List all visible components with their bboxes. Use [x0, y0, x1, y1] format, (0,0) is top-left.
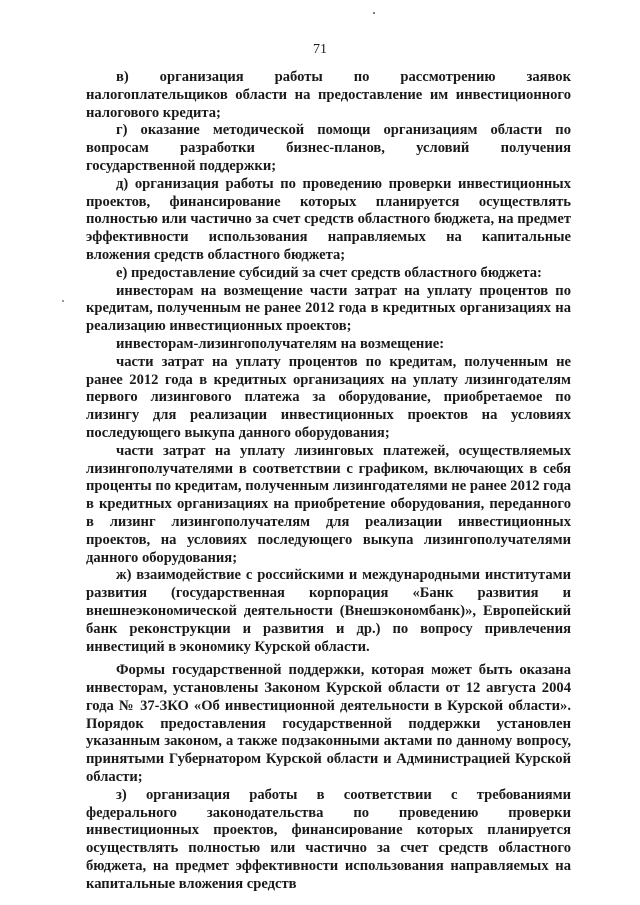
paragraph: г) оказание методической помощи организациям области по вопросам разработки бизнес-планов, условий получения государственной поддержки; — [86, 122, 571, 174]
paragraph: е) предоставление субсидий за счет средств областного бюджета: — [116, 264, 542, 281]
paragraph: части затрат на уплату процентов по кредитам, полученным не ранее 2012 года в кредитных организациях на уплату лизингодателям первого лизингового платежа за оборудование, приобретаемое по лизингу для реализации инвестиционных проектов на условиях последующего выкупа данного оборудования; — [86, 353, 571, 441]
page-number: 71 — [313, 42, 327, 57]
paragraph: з) организация работы в соответствии с требованиями федерального законодательства по проведению проверки инвестиционных проектов, финансирование которых планируется осуществлять полностью или частично за счет средств областного бюджета, на предмет эффективности использования направляемых на капитальные вложения средств — [86, 786, 571, 892]
paragraph: инвесторам-лизингополучателям на возмещение: — [116, 335, 445, 352]
paragraph: Формы государственной поддержки, которая может быть оказана инвесторам, установлены Законом Курской области от 12 августа 2004 года № 37-ЗКО «Об инвестиционной деятельности в Курской области». Порядок предоставления государственной поддержки установлен указанным законом, а также подзаконными актами по данному вопросу, принятыми Губернатором Курской области и Администрацией Курской области; — [86, 662, 571, 786]
paragraph: в) организация работы по рассмотрению заявок налогоплательщиков области на предоставление им инвестиционного налогового кредита; — [86, 69, 571, 121]
document-body — [86, 69, 571, 894]
scan-speck — [373, 12, 375, 14]
paragraph: части затрат на уплату лизинговых платежей, осуществляемых лизингополучателями в соответствии с графиком, включающих в себя проценты по кредитам, полученным лизингодателями не ранее 2012 года в кредитных организациях на приобретение оборудования, переданного в лизинг лизингополучателям для реализации инвестиционных проектов, на условиях последующего выкупа лизингополучателями данного оборудования; — [86, 442, 571, 566]
paragraph: инвесторам на возмещение части затрат на уплату процентов по кредитам, полученным не ранее 2012 года в кредитных организациях на реализацию инвестиционных проектов; — [86, 282, 571, 335]
scan-speck — [62, 300, 64, 302]
paragraph: ж) взаимодействие с российскими и международными институтами развития (государственная корпорация «Банк развития и внешнеэкономической деятельности (Внешэкономбанк)», Европейский банк реконструкции и развития и др.) по вопросу привлечения инвестиций в экономику Курской области. — [86, 567, 571, 655]
paragraph: д) организация работы по проведению проверки инвестиционных проектов, финансирование которых планируется осуществлять полностью или частично за счет средств областного бюджета, на предмет эффективности использования направляемых на капитальные вложения средств областного бюджета; — [86, 175, 571, 263]
